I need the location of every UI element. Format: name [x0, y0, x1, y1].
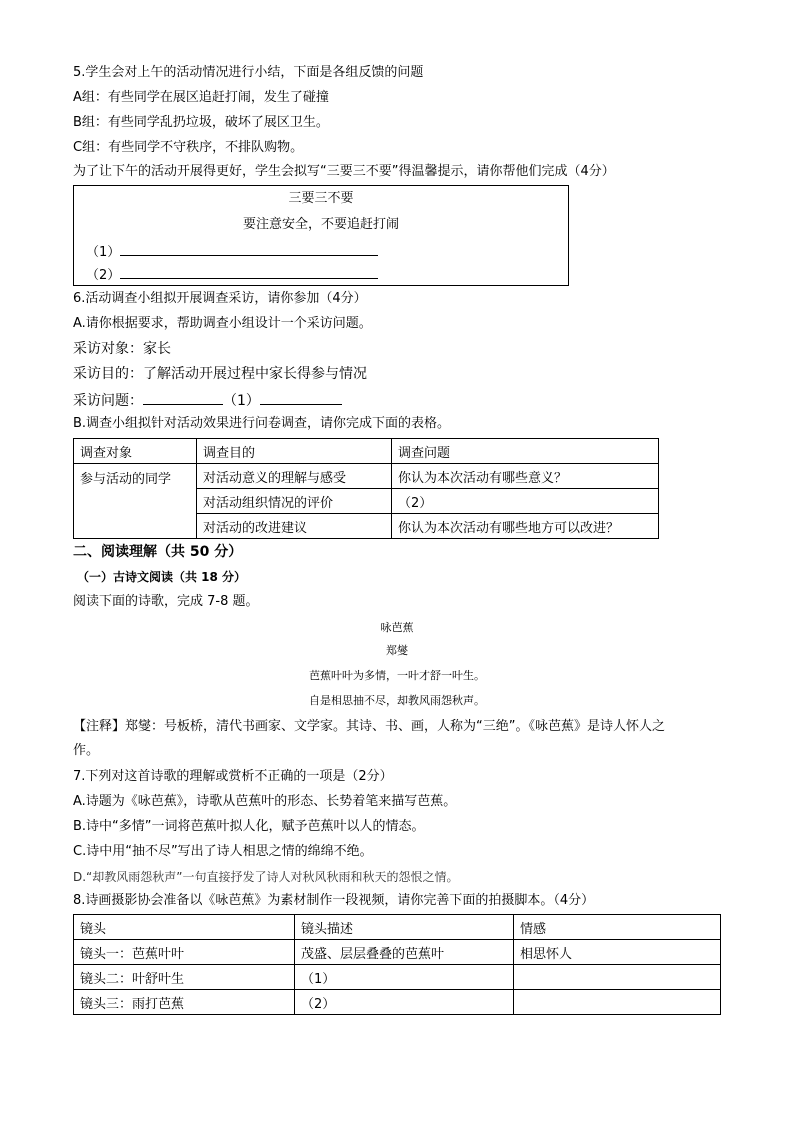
survey-question-cell: 你认为本次活动有哪些地方可以改进？ — [392, 514, 659, 539]
poem-intro: 阅读下面的诗歌，完成 7-8 题。 — [73, 594, 259, 609]
script-shot-cell: 镜头三：雨打芭蕉 — [74, 990, 295, 1015]
q6-question-line-2[interactable] — [260, 390, 342, 405]
table-row — [74, 915, 721, 940]
q8-title: 8.诗画摄影协会准备以《咏芭蕉》为素材制作一段视频，请你完善下面的拍摄脚本。（4分） — [73, 893, 595, 908]
tips-blank-2[interactable] — [86, 264, 378, 285]
survey-question-cell: 你认为本次活动有哪些意义？ — [392, 464, 659, 489]
q7-option-c[interactable]: C.诗中用“抽不尽”写出了诗人相思之情的绵绵不绝。 — [73, 844, 373, 859]
q6-target: 采访对象：家长 — [73, 341, 171, 357]
q5-title: 5.学生会对上午的活动情况进行小结，下面是各组反馈的问题 — [73, 65, 424, 80]
subsection-title: （一）古诗文阅读（共 18 分） — [77, 570, 247, 584]
q5-prompt: 为了让下午的活动开展得更好，学生会拟写“三要三不要”得温馨提示，请你帮他们完成（4分） — [73, 164, 615, 179]
tips-blank-1[interactable] — [86, 241, 378, 262]
annotation-line-1: 【注释】郑燮：号板桥，清代书画家、文学家。其诗、书、画，人称为“三绝”。《咏芭蕉》是诗人怀人之 — [73, 719, 665, 734]
q7-option-d[interactable]: D.“却教风雨怨秋声”一句直接抒发了诗人对秋风秋雨和秋天的怨恨之情。 — [73, 870, 459, 884]
q6-question-line-1[interactable] — [143, 390, 223, 405]
script-description-blank[interactable]: （1） — [295, 965, 514, 990]
q6-question-label: 采访问题： — [73, 393, 143, 409]
q5-group-c: C组：有些同学不守秩序，不排队购物。 — [73, 140, 304, 155]
q7-option-a[interactable]: A.诗题为《咏芭蕉》，诗歌从芭蕉叶的形态、长势着笔来描写芭蕉。 — [73, 794, 457, 809]
poem-line-1: 芭蕉叶叶为多情，一叶才舒一叶生。 — [309, 669, 485, 682]
survey-header-subject: 调查对象 — [74, 439, 197, 464]
tips-box-example: 要注意安全，不要追赶打闹 — [242, 217, 399, 232]
survey-header-purpose: 调查目的 — [197, 439, 392, 464]
table-row — [74, 940, 721, 965]
table-row — [74, 990, 721, 1015]
survey-subject-cell: 参与活动的同学 — [74, 464, 197, 539]
script-description-blank[interactable]: （2） — [295, 990, 514, 1015]
survey-purpose-cell: 对活动意义的理解与感受 — [197, 464, 392, 489]
q6-question-blank-label: （1） — [223, 393, 260, 409]
poem-author: 郑燮 — [386, 644, 408, 657]
q7-title: 7.下列对这首诗歌的理解或赏析不正确的一项是（2分） — [73, 769, 393, 784]
annotation-line-2: 作。 — [73, 743, 100, 758]
q5-group-b: B组：有些同学乱扔垃圾，破坏了展区卫生。 — [73, 115, 329, 130]
q6-purpose: 采访目的：了解活动开展过程中家长得参与情况 — [73, 366, 367, 382]
q6-title: 6.活动调查小组拟开展调查采访，请你参加（4分） — [73, 291, 367, 306]
tips-blank-2-label: （2） — [86, 268, 121, 283]
script-emotion-cell: 相思怀人 — [514, 940, 721, 965]
script-header-description: 镜头描述 — [295, 915, 514, 940]
poem-title: 咏芭蕉 — [380, 621, 414, 634]
table-row — [74, 439, 659, 464]
tips-blank-1-line[interactable] — [120, 241, 378, 256]
tips-box-title: 三要三不要 — [288, 191, 354, 206]
survey-table — [73, 438, 659, 539]
script-header-shot: 镜头 — [74, 915, 295, 940]
script-table — [73, 914, 721, 1015]
script-emotion-blank[interactable] — [514, 965, 721, 990]
survey-header-question: 调查问题 — [392, 439, 659, 464]
survey-purpose-cell: 对活动组织情况的评价 — [197, 489, 392, 514]
table-row — [74, 965, 721, 990]
tips-blank-2-line[interactable] — [120, 264, 378, 279]
poem-line-2: 自是相思抽不尽，却教风雨怨秋声。 — [309, 694, 485, 707]
script-emotion-blank[interactable] — [514, 990, 721, 1015]
script-shot-cell: 镜头二：叶舒叶生 — [74, 965, 295, 990]
q6-a-intro: A.请你根据要求，帮助调查小组设计一个采访问题。 — [73, 316, 372, 331]
q6-b-intro: B.调查小组拟针对活动效果进行问卷调查，请你完成下面的表格。 — [73, 416, 451, 431]
survey-purpose-cell: 对活动的改进建议 — [197, 514, 392, 539]
table-row — [74, 464, 659, 489]
q6-question-row — [73, 390, 342, 410]
q7-option-b[interactable]: B.诗中“多情”一词将芭蕉叶拟人化，赋予芭蕉叶以人的情态。 — [73, 819, 425, 834]
section-title: 二、阅读理解（共 50 分） — [73, 544, 243, 560]
tips-blank-1-label: （1） — [86, 245, 121, 260]
survey-answer-blank[interactable]: （2） — [392, 489, 659, 514]
q5-group-a: A组：有些同学在展区追赶打闹，发生了碰撞 — [73, 90, 329, 105]
script-header-emotion: 情感 — [514, 915, 721, 940]
script-shot-cell: 镜头一：芭蕉叶叶 — [74, 940, 295, 965]
script-description-cell: 茂盛、层层叠叠的芭蕉叶 — [295, 940, 514, 965]
tips-box — [73, 185, 569, 286]
